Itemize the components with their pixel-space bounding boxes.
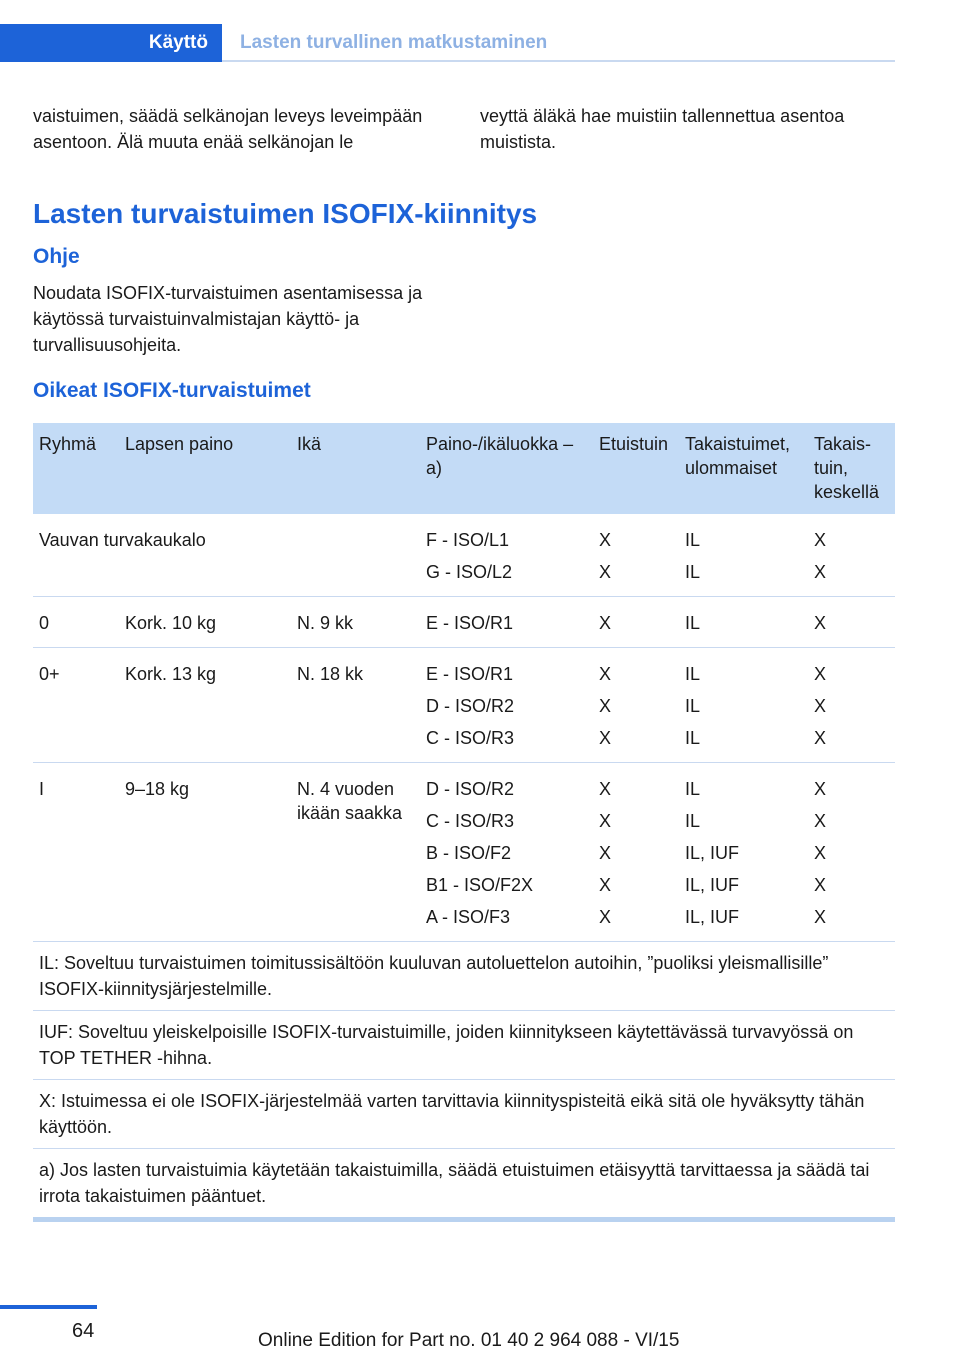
table-header-row <box>33 423 895 514</box>
isofix-table <box>33 423 895 1222</box>
header-cell: Paino-/ikäluokka – a) <box>420 423 593 514</box>
footer-divider <box>0 1305 97 1309</box>
rear-outer-cell: IL IL <box>679 514 808 597</box>
footnote-iuf: IUF: Soveltuu yleiskelpoisille ISOFIX-turvaistuimille, joiden kiinnitykseen käytettävässä turvavyössä on TOP TETHER -hihna. <box>33 1011 895 1080</box>
section-tab: Käyttö <box>0 24 222 62</box>
rear-outer-cell: IL <box>679 597 808 648</box>
footnote-a: a) Jos lasten turvaistuimia käytetään takaistuimilla, säädä etuistuimen etäisyyttä tarvittaessa ja säädä tai irrota takaistuimen pääntuet. <box>33 1149 895 1220</box>
age-cell: N. 9 kk <box>291 597 420 648</box>
group-cell: Vauvan turvakaukalo <box>33 514 420 597</box>
weight-cell: Kork. 13 kg <box>119 648 291 763</box>
page-header <box>0 24 895 62</box>
group-cell: 0+ <box>33 648 119 763</box>
front-cell: X X X <box>593 648 679 763</box>
note-text: Noudata ISOFIX-turvaistuimen asentamisessa ja käytössä turvaistuinvalmistajan käyttö- ja turvallisuusohjeita. <box>33 283 423 355</box>
footnote-x: X: Istuimessa ei ole ISOFIX-järjestelmää varten tarvittavia kiinnityspisteitä eikä sitä ole hyväksytty tähän käyttöön. <box>33 1080 895 1149</box>
table-row <box>33 514 895 597</box>
table-row <box>33 597 895 648</box>
intro-left-column: vaistuimen, säädä selkänojan leveys leveimpään asentoon. Älä muuta enää selkänojan le <box>33 106 423 152</box>
header-divider <box>222 60 895 62</box>
header-cell: Lapsen paino <box>119 423 291 514</box>
class-cell: D - ISO/R2 C - ISO/R3 B - ISO/F2 B1 - ISO/F2X A - ISO/F3 <box>420 763 593 942</box>
rear-center-cell: X X X <box>808 648 895 763</box>
footnote-row <box>33 1080 895 1149</box>
intro-right-column: veyttä äläkä hae muistiin tallennettua asentoa muistista. <box>480 106 845 152</box>
footnote-row <box>33 1149 895 1220</box>
header-cell: Ryhmä <box>33 423 119 514</box>
footnote-row <box>33 1011 895 1080</box>
header-cell: Takaistuin, keskellä <box>808 423 895 514</box>
front-cell: X X <box>593 514 679 597</box>
chapter-title: Lasten turvallinen matkustaminen <box>240 32 548 53</box>
header-cell: Ikä <box>291 423 420 514</box>
rear-center-cell: X X <box>808 514 895 597</box>
age-cell: N. 4 vuoden ikään saakka <box>291 763 420 942</box>
subsection-title: Oikeat ISOFIX-turvaistuimet <box>33 379 311 402</box>
section-title: Lasten turvaistuimen ISOFIX-kiinnitys <box>33 198 538 229</box>
weight-cell: Kork. 10 kg <box>119 597 291 648</box>
footnote-row <box>33 942 895 1011</box>
rear-outer-cell: IL IL IL <box>679 648 808 763</box>
edition-note: Online Edition for Part no. 01 40 2 964 088 - VI/15 <box>258 1330 680 1351</box>
rear-center-cell: X <box>808 597 895 648</box>
weight-cell: 9–18 kg <box>119 763 291 942</box>
header-cell: Etuistuin <box>593 423 679 514</box>
group-cell: 0 <box>33 597 119 648</box>
class-cell: F - ISO/L1 G - ISO/L2 <box>420 514 593 597</box>
class-cell: E - ISO/R1 <box>420 597 593 648</box>
group-cell: I <box>33 763 119 942</box>
front-cell: X X X X X <box>593 763 679 942</box>
header-cell: Takaistuimet, ulommaiset <box>679 423 808 514</box>
class-cell: E - ISO/R1 D - ISO/R2 C - ISO/R3 <box>420 648 593 763</box>
footnote-il: IL: Soveltuu turvaistuimen toimitussisältöön kuuluvan autoluettelon autoihin, ”puoliksi yleismallisille” ISOFIX-kiinnitysjärjestelmille. <box>33 942 895 1011</box>
rear-center-cell: X X X X X <box>808 763 895 942</box>
page-number: 64 <box>72 1320 95 1342</box>
front-cell: X <box>593 597 679 648</box>
table-row <box>33 648 895 763</box>
age-cell: N. 18 kk <box>291 648 420 763</box>
table-row <box>33 763 895 942</box>
rear-outer-cell: IL IL IL, IUF IL, IUF IL, IUF <box>679 763 808 942</box>
note-title: Ohje <box>33 245 80 268</box>
